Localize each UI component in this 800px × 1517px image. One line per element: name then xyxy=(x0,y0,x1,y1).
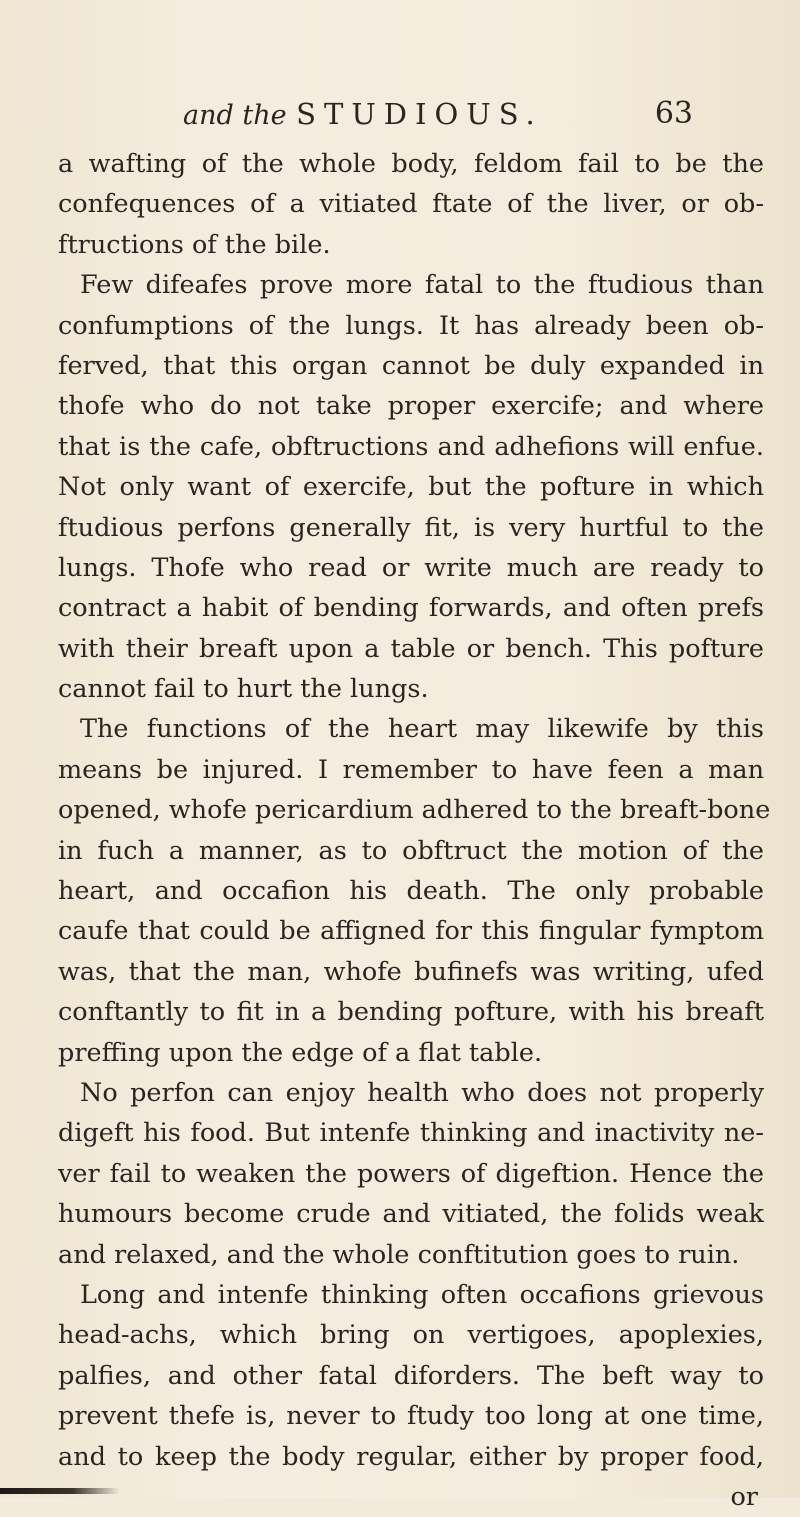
paragraph-start-line: Long and intenfe thinking often occafions grievous xyxy=(80,1279,764,1310)
text-line: lungs. Thofe who read or write much are ready to xyxy=(58,552,764,583)
text-line: was, that the man, whofe bufinefs was writing, ufed xyxy=(58,956,764,987)
text-line: confequences of a vitiated ftate of the liver, or ob- xyxy=(58,189,764,220)
text-line: a wafting of the whole body, feldom fail to be the xyxy=(58,149,764,179)
running-header xyxy=(183,92,693,136)
text-line: preffing upon the edge of a flat table. xyxy=(58,1037,543,1068)
header-italic: and the xyxy=(183,100,287,131)
text-line: contract a habit of bending forwards, and often prefs xyxy=(58,593,764,624)
text-line: head-achs, which bring on vertigoes, apoplexies, xyxy=(58,1320,764,1351)
text-line: conftantly to fit in a bending pofture, with his breaft xyxy=(58,997,764,1028)
text-line: and relaxed, and the whole conftitution goes to ruin. xyxy=(58,1239,740,1270)
text-line: humours become crude and vitiated, the folids weak xyxy=(58,1199,764,1230)
text-line: ferved, that this organ cannot be duly expanded in xyxy=(58,350,764,381)
text-line: heart, and occafion his death. The only probable xyxy=(58,876,764,907)
body-text xyxy=(58,144,771,1517)
header-title: STUDIOUS. xyxy=(296,97,543,131)
text-line: that is the cafe, obftructions and adhefions will enfue. xyxy=(58,431,764,462)
text-line: cannot fail to hurt the lungs. xyxy=(58,674,429,705)
text-line: caufe that could be affigned for this fingular fymptom xyxy=(58,916,764,947)
text-line: prevent thefe is, never to ftudy too long at one time, xyxy=(58,1401,764,1432)
text-line: and to keep the body regular, either by proper food, xyxy=(58,1441,764,1472)
text-line: thofe who do not take proper exercife; and where xyxy=(58,391,764,422)
text-line: ftructions of the bile. xyxy=(58,229,331,260)
paragraph-start-line: No perfon can enjoy health who does not properly xyxy=(80,1077,764,1108)
text-line: palfies, and other fatal diforders. The beft way to xyxy=(58,1360,764,1391)
text-line: ver fail to weaken the powers of digeftion. Hence the xyxy=(58,1158,764,1189)
text-line: opened, whofe pericardium adhered to the breaft-bone xyxy=(58,795,771,826)
paragraph-start-line: The functions of the heart may likewife by this xyxy=(80,714,764,745)
text-line: confumptions of the lungs. It has already been ob- xyxy=(58,310,764,341)
paragraph-start-line: Few difeafes prove more fatal to the ftudious than xyxy=(80,270,764,301)
page-edge-shadow xyxy=(0,1488,120,1494)
text-line: with their breaft upon a table or bench. This pofture xyxy=(58,633,764,664)
text-line: digeft his food. But intenfe thinking and inactivity ne- xyxy=(58,1118,764,1149)
text-line: ftudious perfons generally fit, is very hurtful to the xyxy=(58,512,764,543)
text-line: means be injured. I remember to have feen a man xyxy=(58,754,764,785)
text-line: in fuch a manner, as to obftruct the motion of the xyxy=(58,835,764,866)
text-line: Not only want of exercife, but the pofture in which xyxy=(58,472,764,503)
catchword: or xyxy=(730,1481,758,1512)
page-number: 63 xyxy=(654,96,693,131)
